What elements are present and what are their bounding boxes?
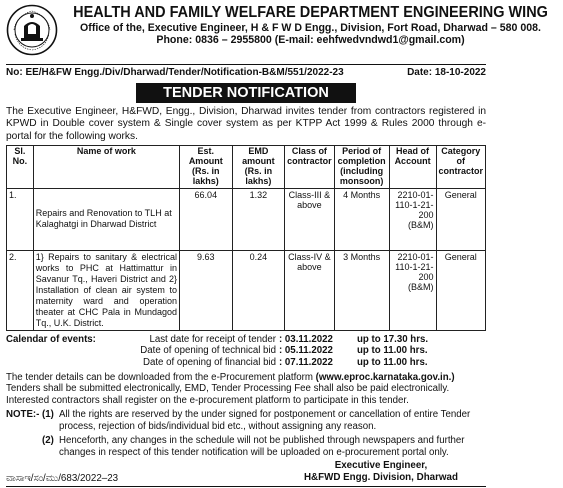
- release-number: ವಾಸಾಇ/ಸಂ/ಮು/683/2022–23: [6, 472, 119, 484]
- header-divider: [6, 64, 486, 65]
- row-emd-amount: 1.32: [232, 188, 285, 250]
- row-class: Class-IV & above: [285, 250, 335, 330]
- event-date: : 05.11.2022: [279, 345, 333, 357]
- event-row: [102, 334, 486, 346]
- reference-number: No: EE/H&FW Engg./Div/Dharwad/Tender/Notification-B&M/551/2022-23: [6, 67, 344, 78]
- notice-date: Date: 18-10-2022: [407, 67, 486, 78]
- reference-row: [6, 67, 486, 78]
- letterhead: [6, 4, 548, 62]
- event-date: : 07.11.2022: [279, 356, 333, 368]
- row-period: 4 Months: [334, 188, 389, 250]
- note-number: (1): [42, 409, 54, 421]
- submission-text: Tenders shall be submitted electronically, EMD, Tender Processing Fee shall also be paid electronically. Interested contractors shall register on the e-procurement platform to participate in this tender.: [6, 383, 450, 407]
- table-header-row: [7, 146, 486, 189]
- events-list: [102, 334, 486, 369]
- event-date: : 03.11.2022: [279, 333, 333, 345]
- row-est-amount: 9.63: [180, 250, 233, 330]
- note-text: All the rights are reserved by the under signed for postponement or cancellation of entire Tender process, rejection of bids/individual bid etc., without assigning any reason.: [59, 409, 471, 432]
- col-slno: Sl. No.: [7, 146, 34, 189]
- signature-block: [304, 460, 486, 484]
- notice-title: TENDER NOTIFICATION: [136, 83, 356, 103]
- col-name-of-work: Name of work: [33, 146, 179, 189]
- event-time: up to 11.00 hrs.: [357, 356, 428, 368]
- works-table: [6, 145, 486, 330]
- note-number: (2): [42, 434, 54, 446]
- event-label: Date of opening of financial bid: [142, 356, 276, 368]
- events-label: Calendar of events:: [6, 333, 96, 345]
- event-label: Date of opening of technical bid: [140, 345, 276, 357]
- row-class: Class-III & above: [285, 188, 335, 250]
- row-category: General: [436, 188, 486, 250]
- signatory-office: H&FWD Engg. Division, Dharwad: [303, 472, 458, 484]
- bottom-divider: [6, 486, 486, 487]
- office-address: Office of the, Executive Engineer, H & F W D Engg., Division, Fort Road, Dharwad – 580 008.: [80, 21, 541, 34]
- note-item: [42, 409, 486, 433]
- row-emd-amount: 0.24: [232, 250, 285, 330]
- footer: [6, 460, 486, 484]
- note-label: NOTE:-: [6, 409, 40, 421]
- row-name-of-work: Repairs and Renovation to TLH at Kalaghatgi in Dharwad District: [33, 188, 179, 250]
- row-slno: 2.: [7, 250, 34, 330]
- row-head-of-account: 2210-01-110-1-21-200 (B&M): [389, 250, 436, 330]
- col-period: Period of completion (including monsoon): [334, 146, 389, 189]
- row-name-of-work: 1} Repairs to sanitary & electrical works to PHC at Hattimattur in Savanur Tq., Haveri District and 2} Installation of clean air system to maternity ward and operation theater at CHC Pala in Mundagod Tq., U.K. District.: [33, 250, 179, 330]
- row-est-amount: 66.04: [180, 188, 233, 250]
- row-slno: 1.: [7, 188, 34, 250]
- event-row: [102, 345, 486, 357]
- event-row: [102, 357, 486, 369]
- row-period: 3 Months: [334, 250, 389, 330]
- note-item: [42, 435, 486, 459]
- department-title: HEALTH AND FAMILY WELFARE DEPARTMENT ENGINEERING WING: [73, 4, 548, 21]
- table-row: [7, 188, 486, 250]
- notes-section: [6, 409, 486, 458]
- intro-paragraph: The Executive Engineer, H&FWD, Engg., Division, Dharwad invites tender from contractors registered in KPWD in Double cover system & Single cover system as per KTPP Act 1999 & Rules 2000 through e-portal for the following works.: [6, 106, 486, 142]
- notes-list: [42, 409, 486, 458]
- event-label: Last date for receipt of tender: [149, 333, 276, 345]
- signatory-title: Executive Engineer,: [334, 460, 428, 472]
- col-class: Class of contractor: [285, 146, 335, 189]
- col-head-of-account: Head of Account: [389, 146, 436, 189]
- letterhead-text: [58, 4, 563, 46]
- row-category: General: [436, 250, 486, 330]
- eproc-url: (www.eproc.karnataka.gov.in.): [315, 371, 455, 383]
- event-time: up to 17.30 hrs.: [357, 333, 429, 345]
- download-paragraph: [6, 372, 486, 407]
- col-category: Category of contractor: [436, 146, 486, 189]
- calendar-of-events: [6, 334, 486, 369]
- note-text: Henceforth, any changes in the schedule will not be published through newspapers and further changes in respect of this tender notification will be uploaded on e-procurement portal only.: [59, 434, 465, 458]
- event-time: up to 11.00 hrs.: [357, 345, 428, 357]
- karnataka-seal-logo: [6, 4, 58, 56]
- col-emd-amount: EMD amount (Rs. in lakhs): [232, 146, 285, 189]
- office-contact: Phone: 0836 – 2955800 (E-mail: eehfwedvndwd1@gmail.com): [156, 33, 465, 46]
- table-row: [7, 250, 486, 330]
- download-text: The tender details can be downloaded from the e-Procurement platform: [6, 371, 313, 383]
- row-head-of-account: 2210-01-110-1-21-200 (B&M): [389, 188, 436, 250]
- col-est-amount: Est. Amount (Rs. in lakhs): [180, 146, 233, 189]
